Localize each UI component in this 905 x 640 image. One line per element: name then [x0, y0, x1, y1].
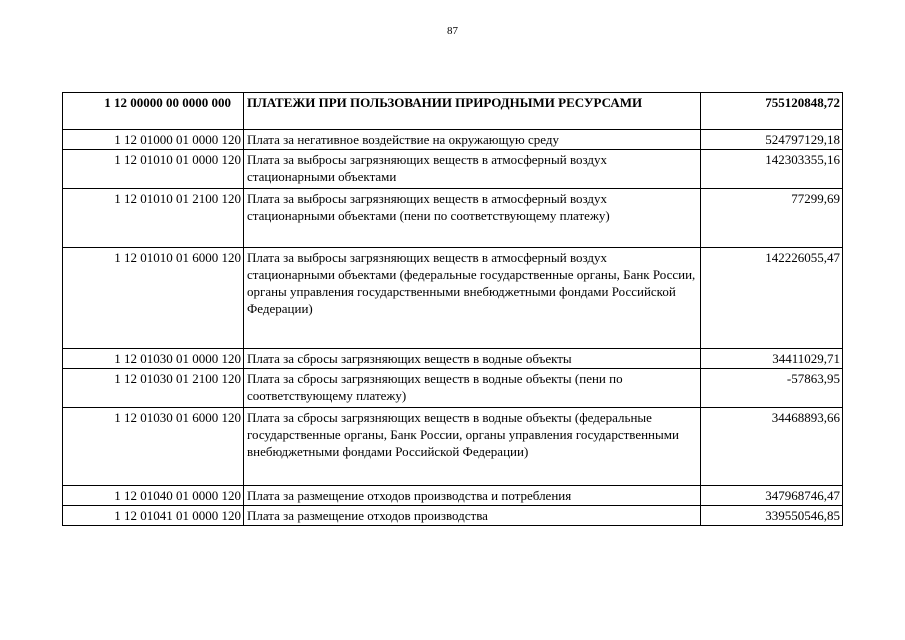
amount-cell: 524797129,18	[701, 130, 843, 150]
table-row	[63, 150, 843, 189]
table-row	[63, 369, 843, 408]
revenue-name-cell: Плата за размещение отходов производства	[244, 506, 701, 526]
revenue-name-cell: Плата за сбросы загрязняющих веществ в водные объекты (федеральные государственные органы, Банк России, органы управления государственными внебюджетными фондами Российской Федерации)	[244, 408, 701, 486]
revenue-name-cell: Плата за негативное воздействие на окружающую среду	[244, 130, 701, 150]
revenue-name-cell: Плата за сбросы загрязняющих веществ в водные объекты	[244, 349, 701, 369]
table-row	[63, 408, 843, 486]
revenue-name-cell: ПЛАТЕЖИ ПРИ ПОЛЬЗОВАНИИ ПРИРОДНЫМИ РЕСУРСАМИ	[244, 93, 701, 130]
amount-cell: 77299,69	[701, 189, 843, 248]
table-row	[63, 130, 843, 150]
table-row	[63, 506, 843, 526]
amount-cell: 755120848,72	[701, 93, 843, 130]
budget-code-cell: 1 12 01030 01 0000 120	[63, 349, 244, 369]
page-number: 87	[447, 25, 458, 37]
revenue-name-cell: Плата за сбросы загрязняющих веществ в водные объекты (пени по соответствующему платежу)	[244, 369, 701, 408]
budget-code-cell: 1 12 01040 01 0000 120	[63, 486, 244, 506]
amount-cell: 339550546,85	[701, 506, 843, 526]
budget-revenue-table	[62, 92, 843, 526]
budget-code-cell: 1 12 01030 01 2100 120	[63, 369, 244, 408]
budget-code-cell: 1 12 01000 01 0000 120	[63, 130, 244, 150]
table-row	[63, 486, 843, 506]
amount-cell: 34468893,66	[701, 408, 843, 486]
budget-code-cell: 1 12 01010 01 0000 120	[63, 150, 244, 189]
amount-cell: 142226055,47	[701, 248, 843, 349]
table-row	[63, 349, 843, 369]
budget-code-cell: 1 12 00000 00 0000 000	[63, 93, 244, 130]
table-row	[63, 189, 843, 248]
budget-code-cell: 1 12 01041 01 0000 120	[63, 506, 244, 526]
amount-cell: 34411029,71	[701, 349, 843, 369]
revenue-name-cell: Плата за размещение отходов производства и потребления	[244, 486, 701, 506]
amount-cell: -57863,95	[701, 369, 843, 408]
budget-code-cell: 1 12 01030 01 6000 120	[63, 408, 244, 486]
table-row	[63, 248, 843, 349]
table-row	[63, 93, 843, 130]
revenue-name-cell: Плата за выбросы загрязняющих веществ в атмосферный воздух стационарными объектами (федеральные государственные органы, Банк России, органы управления государственными внебюджетными фондами Российской Федерации)	[244, 248, 701, 349]
revenue-name-cell: Плата за выбросы загрязняющих веществ в атмосферный воздух стационарными объектами (пени по соответствующему платежу)	[244, 189, 701, 248]
revenue-name-cell: Плата за выбросы загрязняющих веществ в атмосферный воздух стационарными объектами	[244, 150, 701, 189]
amount-cell: 347968746,47	[701, 486, 843, 506]
amount-cell: 142303355,16	[701, 150, 843, 189]
budget-code-cell: 1 12 01010 01 2100 120	[63, 189, 244, 248]
budget-code-cell: 1 12 01010 01 6000 120	[63, 248, 244, 349]
